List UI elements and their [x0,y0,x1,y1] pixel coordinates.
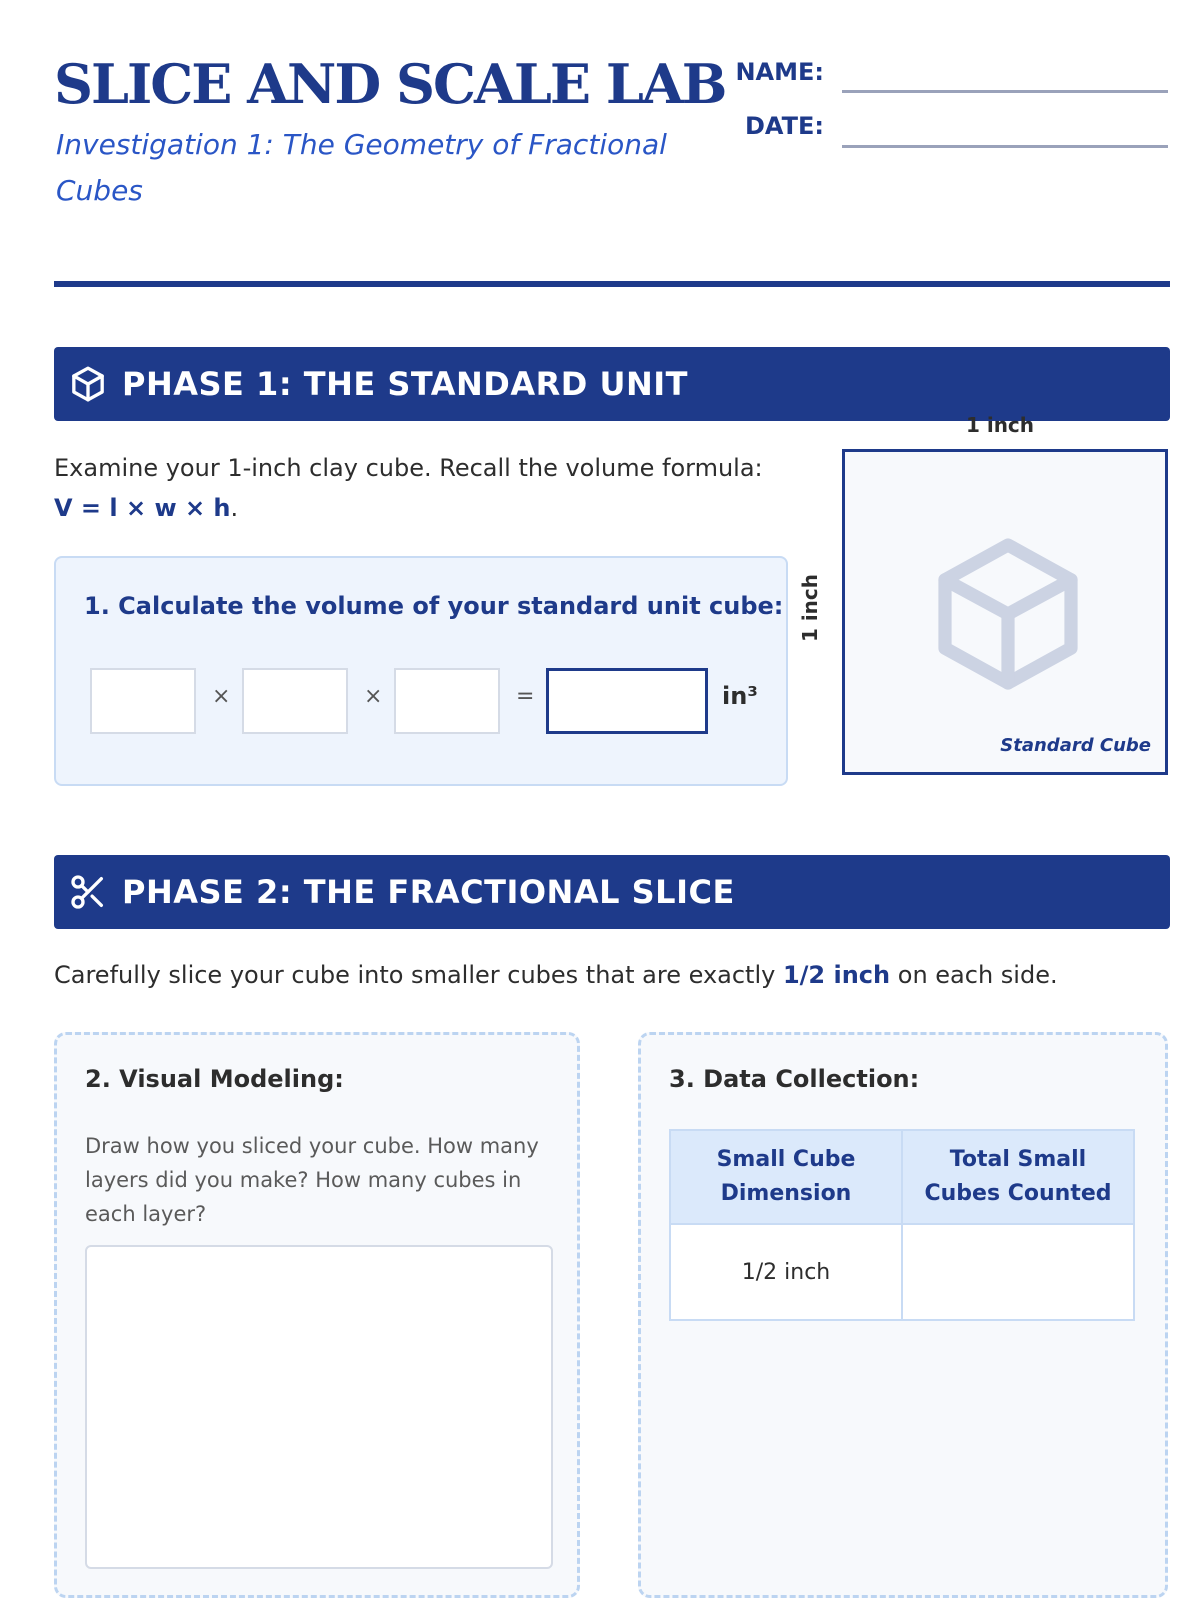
volume-formula: V = l × w × h [54,494,231,522]
column-header: Total Small Cubes Counted [902,1130,1134,1224]
drawing-area[interactable] [85,1245,553,1569]
visual-modeling-instructions: Draw how you sliced your cube. How many layers did you make? How many cubes in each layer? [85,1134,539,1226]
total-cubes-input[interactable] [902,1224,1134,1320]
phase2-intro-text: Carefully slice your cube into smaller cubes that are exactly [54,961,776,989]
visual-modeling-panel [54,1032,580,1598]
name-label: NAME: [735,58,824,86]
cube-icon [68,364,108,404]
height-input[interactable] [394,668,500,734]
multiply-sign: × [212,684,231,709]
data-table [669,1129,1135,1321]
column-header: Small Cube Dimension [670,1130,902,1224]
slice-size-emphasis: 1/2 inch [782,961,891,989]
table-cell: 1/2 inch [670,1224,902,1320]
phase2-intro-end: on each side. [897,961,1058,989]
phase1-intro-text: Examine your 1-inch clay cube. Recall the volume formula: [54,454,763,482]
table-header-row [670,1130,1134,1224]
standard-cube-figure [842,449,1168,775]
data-collection-panel [638,1032,1168,1598]
side-dimension-label: 1 inch [798,573,822,643]
phase1-intro [54,448,794,528]
length-input[interactable] [90,668,196,734]
volume-question-label: 1. Calculate the volume of your standard unit cube: [84,592,784,620]
equals-sign: = [516,684,535,709]
table-row [670,1224,1134,1320]
volume-question-box [54,556,788,786]
worksheet-subtitle: Investigation 1: The Geometry of Fractional Cubes [56,128,667,207]
formula-period: . [230,494,239,522]
phase1-banner [54,347,1170,421]
scissors-icon [68,872,108,912]
volume-unit: in³ [722,682,758,710]
name-field[interactable] [842,90,1168,93]
phase1-heading: PHASE 1: THE STANDARD UNIT [122,365,688,403]
phase2-heading: PHASE 2: THE FRACTIONAL SLICE [122,873,735,911]
multiply-sign: × [364,684,383,709]
date-field[interactable] [842,145,1168,148]
phase2-intro [54,955,1170,995]
volume-answer-input[interactable] [546,668,708,734]
phase2-banner [54,855,1170,929]
cube-caption: Standard Cube [1000,735,1151,756]
date-label: DATE: [745,112,824,140]
worksheet-title: SLICE AND SCALE LAB [54,52,726,116]
cube-illustration-icon [936,536,1080,692]
header-divider [54,281,1170,287]
width-input[interactable] [242,668,348,734]
top-dimension-label: 1 inch [965,413,1035,437]
data-collection-title: 3. Data Collection: [669,1065,920,1093]
visual-modeling-title: 2. Visual Modeling: [85,1065,344,1093]
